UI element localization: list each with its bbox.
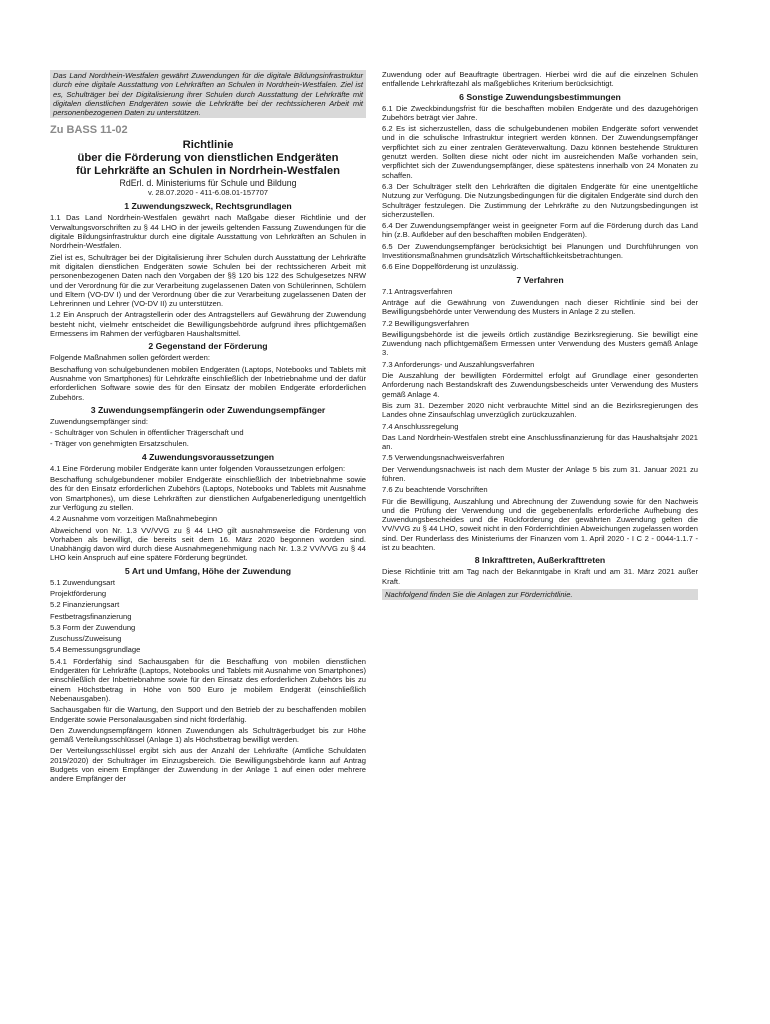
paragraph: 6.3 Der Schulträger stellt den Lehrkräften die digitalen Endgeräte für eine unentgeltliche Nutzung zur Verfügung. Die Nutzungsbedingungen für die digitalen Endgeräte sind durch den Schulträger festzulegen. Die Zustimmung der Lehrkräfte zu den Nutzungsbedingungen ist sicherzustellen. [382, 181, 698, 219]
paragraph: 7.1 Antragsverfahren [382, 286, 453, 296]
paragraph: Der Verteilungsschlüssel ergibt sich aus der Anzahl der Lehrkräfte (Amtliche Schuldaten 2019/2020) der Schulträger im Einzugsbereich. Die Bewilligungsbehörde kann auf Antrag Budgets von einem Empfänger der Zuwendung in der Anlage 1 auf einen oder mehrere andere Empfänger der [50, 746, 366, 784]
section-7-heading: 7 Verfahren [516, 274, 564, 285]
paragraph: 7.5 Verwendungsnachweisverfahren [382, 453, 505, 463]
paragraph: 5.2 Finanzierungsart [50, 600, 120, 610]
paragraph: Ziel ist es, Schulträger bei der Digitalisierung ihrer Schulen durch Ausstattung der Lehrkräfte mit digitalen dienstlichen Endgeräten sowie Schulen bei der rechtssicheren Arbeit mit personenbezogenen Daten nach den Vorgaben der §§ 120 bis 122 des Schulgesetzes NRW und der Verordnung für die zur Verarbeitung zugelassenen Daten von Schülerinnen, Schülern und Eltern (VO-DV I) und der Verordnung über die zur Verarbeitung zugelassenen Daten der Lehrerinnen und Lehrer (VO-DV II) zu unterstützen. [50, 252, 366, 309]
doc-title-line-2: über die Förderung von dienstlichen Endgeräten [77, 152, 339, 165]
paragraph: Das Land Nordrhein-Westfalen strebt eine Anschlussfinanzierung für das Haushaltsjahr 2021 an. [382, 432, 698, 452]
paragraph: Zuschuss/Zuweisung [50, 634, 122, 644]
paragraph: Zuwendung oder auf Beauftragte übertragen. Hierbei wird die auf die einzelnen Schulen entfallende Lehrkräftezahl als maßgebliches Kriterium berücksichtigt. [382, 70, 698, 89]
paragraph: Bis zum 31. Dezember 2020 nicht verbrauchte Mittel sind an die Bezirksregierungen des Landes ohne Zinsaufschlag unverzüglich zurückzuzahlen. [382, 400, 698, 420]
paragraph: 5.3 Form der Zuwendung [50, 622, 136, 632]
paragraph: 1.2 Ein Anspruch der Antragstellerin oder des Antragstellers auf Gewährung der Zuwendung besteht nicht, vielmehr entscheidet die Bewilligungsbehörde aufgrund ihres pflichtgemäßen Ermessens im Rahmen der verfügbaren Haushaltsmittel. [50, 310, 366, 339]
paragraph: 6.1 Die Zweckbindungsfrist für die beschafften mobilen Endgeräte und des dazugehörigen Zubehörs beträgt vier Jahre. [382, 103, 698, 122]
right-column [382, 70, 698, 602]
paragraph: Beschaffung schulgebundener mobiler Endgeräte einschließlich der Inbetriebnahme sowie des für den Einsatz erforderlichen Zubehörs (Laptops, Notebooks und Tablets mit Ausnahme von Smartphones), um diese Lehrkräften zur dienstlichen Aufgabenerledigung unentgeltlich zur Verfügung zu stellen. [50, 475, 366, 512]
paragraph: Der Verwendungsnachweis ist nach dem Muster der Anlage 5 bis zum 31. Januar 2021 zu führen. [382, 464, 698, 483]
bass-reference: Zu BASS 11-02 [50, 124, 128, 137]
paragraph: 5.4.1 Förderfähig sind Sachausgaben für die Beschaffung von mobilen dienstlichen Endgeräten für Lehrkräfte (Laptops, Notebooks und Tablets mit Ausnahme von Smartphones) einschließlich der Inbetriebnahme sowie für den Einsatz des erforderlichen Zubehörs bis zu einem Höchstbetrag in Höhe von 500 Euro je mobilem Endgerät (einschließlich Nebenausgaben). [50, 656, 366, 703]
paragraph: Beschaffung von schulgebundenen mobilen Endgeräten (Laptops, Notebooks und Tablets mit Ausnahme von Smartphones) für Lehrkräfte einschließlich der Inbetriebnahme und der dafür erforderlichen Software sowie des für den Einsatz der mobilen Endgeräte erforderlichen Zubehörs. [50, 364, 366, 402]
paragraph: Diese Richtlinie tritt am Tag nach der Bekanntgabe in Kraft und am 31. März 2021 außer Kraft. [382, 567, 698, 586]
list-item: - Schulträger von Schulen in öffentlicher Trägerschaft und [50, 428, 244, 438]
doc-title-line-3: für Lehrkräfte an Schulen in Nordrhein-Westfalen [75, 165, 341, 178]
paragraph: 7.3 Anforderungs- und Auszahlungsverfahren [382, 359, 535, 369]
intro-box: Das Land Nordrhein-Westfalen gewährt Zuwendungen für die digitale Bildungsinfrastruktur durch eine digitale Ausstattung von Lehrkräften an Schulen in Nordrhein-Westfalen. Ziel ist es, Schulträger bei der Digitalisierung ihrer Schulen durch Ausstattung der Lehrkräfte mit digitalen dienstlichen Endgeräten sowie die Lehrkräfte bei der rechtssicheren Arbeit mit personenbezogenen Daten zu unterstützen. [50, 70, 366, 118]
paragraph: 7.2 Bewilligungsverfahren [382, 318, 469, 328]
paragraph: 4.2 Ausnahme vom vorzeitigen Maßnahmebeginn [50, 514, 218, 524]
section-3-heading: 3 Zuwendungsempfängerin oder Zuwendungsempfänger [90, 404, 326, 415]
annex-note: Nachfolgend finden Sie die Anlagen zur Förderrichtlinie. [382, 589, 698, 600]
section-6-heading: 6 Sonstige Zuwendungsbestimmungen [459, 91, 621, 102]
paragraph: Die Auszahlung der bewilligten Fördermittel erfolgt auf Grundlage einer gesonderten Anforderung nach Bestandskraft des Zuwendungsbescheids unter Verwendung des Musters gemäß Anlage 4. [382, 371, 698, 399]
list-item: - Träger von genehmigten Ersatzschulen. [50, 439, 189, 449]
section-8-heading: 8 Inkrafttreten, Außerkrafttreten [474, 555, 606, 566]
paragraph: 6.6 Eine Doppelförderung ist unzulässig. [382, 262, 519, 272]
paragraph: 1.1 Das Land Nordrhein-Westfalen gewährt nach Maßgabe dieser Richtlinie und der Verwaltungsvorschriften zu § 44 LHO in der jeweils geltenden Fassung Zuwendungen für die digitale Bildungsinfrastruktur durch eine digitale Ausstattung von Lehrkräften an Schulen in Nordrhein-Westfalen. [50, 213, 366, 251]
paragraph: Projektförderung [50, 588, 107, 598]
paragraph: 6.4 Der Zuwendungsempfänger weist in geeigneter Form auf die Förderung durch das Land hin (z.B. Aufkleber auf den beschafften mobilen Endgeräten). [382, 221, 698, 240]
paragraph: Sachausgaben für die Wartung, den Support und den Betrieb der zu beschaffenden mobilen Endgeräte sowie Personalausgaben sind nicht förderfähig. [50, 705, 366, 724]
paragraph: Zuwendungsempfänger sind: [50, 416, 148, 426]
decree-reference: v. 28.07.2020 - 411-6.08.01-157707 [147, 188, 269, 198]
paragraph: 6.2 Es ist sicherzustellen, dass die schulgebundenen mobilen Endgeräte sofort verwendet und in die schulische Infrastruktur integriert werden können. Der Zuwendungsempfänger verpflichtet sich zu einer zentralen Geräteverwaltung. Dazu können bestehende Strukturen genutzt werden. Sollten diese nicht oder nicht im ausreichenden Maße vorhanden sein, verpflichtet sich der Zuwendungsempfänger, diese spätestens innerhalb von 24 Monaten zu schaffen. [382, 124, 698, 180]
paragraph: Folgende Maßnahmen sollen gefördert werden: [50, 353, 210, 363]
paragraph: 7.4 Anschlussregelung [382, 421, 459, 431]
doc-title: Richtlinie [182, 139, 234, 152]
left-column [50, 70, 366, 786]
section-5-heading: 5 Art und Umfang, Höhe der Zuwendung [124, 565, 292, 576]
paragraph: 5.4 Bemessungsgrundlage [50, 645, 141, 655]
paragraph: Bewilligungsbehörde ist die jeweils örtlich zuständige Bezirksregierung. Sie bewilligt eine Zuwendung nach pflichtgemäßem Ermessen unter Verwendung des Musters gemäß Anlage 3. [382, 329, 698, 358]
paragraph: Festbetragsfinanzierung [50, 611, 132, 621]
section-2-heading: 2 Gegenstand der Förderung [148, 341, 268, 352]
paragraph: 7.6 Zu beachtende Vorschriften [382, 485, 488, 495]
paragraph: Für die Bewilligung, Auszahlung und Abrechnung der Zuwendung sowie für den Nachweis und die Prüfung der Verwendung und die gegebenenfalls erforderliche Aufhebung des Zuwendungsbescheides und die Rückforderung der gewährten Zuwendung gelten die VV/VVG zu § 44 LHO, soweit nicht in den Förderrichtlinien Abweichungen zugelassen worden sind. Der Runderlass des Ministeriums der Finanzen vom 1. April 2020 - I C 2 - 0044-1.1.7 - ist zu beachten. [382, 496, 698, 553]
paragraph: Anträge auf die Gewährung von Zuwendungen nach dieser Richtlinie sind bei der Bewilligungsbehörde unter Verwendung des Musters in Anlage 2 zu stellen. [382, 297, 698, 317]
paragraph: Den Zuwendungsempfängern können Zuwendungen als Schulträgerbudget bis zur Höhe gemäß Verteilungsschlüssel (Anlage 1) als Höchstbetrag bewilligt werden. [50, 725, 366, 745]
paragraph: 5.1 Zuwendungsart [50, 577, 116, 587]
section-1-heading: 1 Zuwendungszweck, Rechtsgrundlagen [124, 201, 292, 212]
paragraph: 4.1 Eine Förderung mobiler Endgeräte kann unter folgenden Voraussetzungen erfolgen: [50, 463, 346, 473]
section-4-heading: 4 Zuwendungsvoraussetzungen [141, 451, 275, 462]
decree-issuer: RdErl. d. Ministeriums für Schule und Bildung [119, 178, 297, 189]
paragraph: Abweichend von Nr. 1.3 VV/VVG zu § 44 LHO gilt ausnahmsweise die Förderung von Vorhaben als bewilligt, die bereits seit dem 16. März 2020 begonnen worden sind. Unabhängig davon wird durch diese Ausnahmegenehmigung nach Nr. 1.3.2 VV/VVG zu § 44 LHO kein Anspruch auf eine spätere Förderung begründet. [50, 525, 366, 563]
paragraph: 6.5 Der Zuwendungsempfänger berücksichtigt bei Planungen und Durchführungen von Investitionsmaßnahmen grundsätzlich Wirtschaftlichkeitsbetrachtungen. [382, 241, 698, 261]
